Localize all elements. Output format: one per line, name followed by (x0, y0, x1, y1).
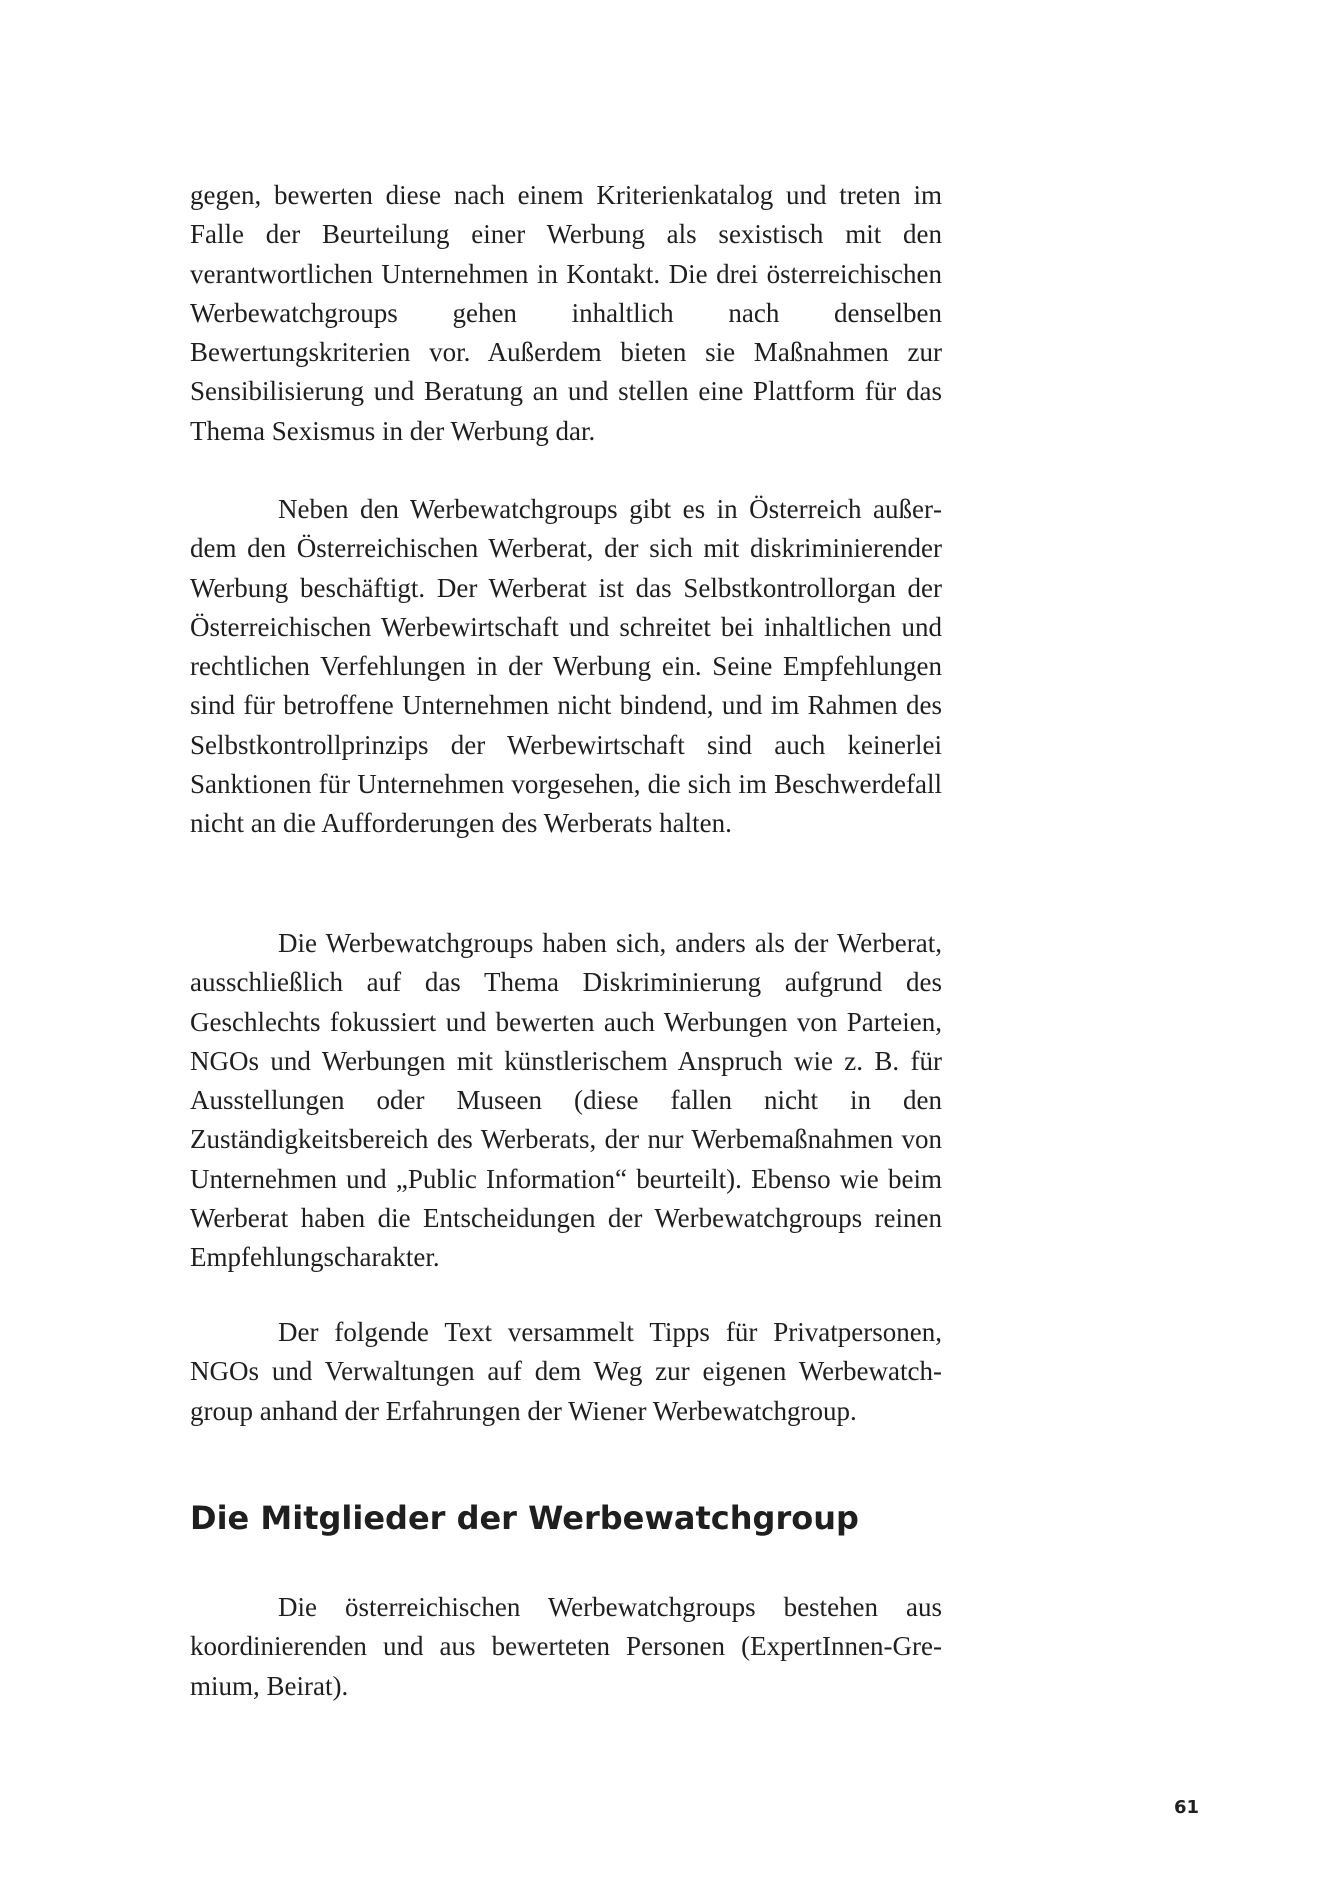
paragraph-3 (190, 924, 942, 1278)
paragraph-5 (190, 1588, 942, 1706)
paragraph-2-text: Neben den Werbewatchgroups gibt es in Österreich außerdem den Österreichischen Werberat, der sich mit diskriminierender Werbung beschäftigt. Der Werberat ist das Selbstkontrollorgan der Österreichischen Werbewirtschaft und schreitet bei inhaltlichen und rechtlichen Verfehlungen in der Werbung ein. Seine Empfehlungen sind für betroffene Unternehmen nicht bindend, und im Rahmen des Selbstkontrollprinzips der Werbewirtschaft sind auch keinerlei Sanktionen für Unternehmen vorgesehen, die sich im Beschwerdefall nicht an die Aufforderungen des Werberats halten. (190, 494, 942, 839)
paragraph-4 (190, 1313, 942, 1431)
paragraph-3-text: Die Werbewatchgroups haben sich, anders als der Werberat, ausschließlich auf das Thema Diskriminierung aufgrund des Geschlechts fokussiert und bewerten auch Werbungen von Parteien, NGOs und Werbungen mit künstlerischem Anspruch wie z. B. für Ausstellungen oder Museen (diese fallen nicht in den Zuständigkeitsbereich des Werberats, der nur Werbemaßnahmen von Unternehmen und „Public Information“ beurteilt). Ebenso wie beim Werberat haben die Entscheidungen der Werbewatchgroups reinen Empfehlungscharakter. (190, 928, 942, 1273)
paragraph-1-text: gegen, bewerten diese nach einem Kriterienkatalog und treten im Falle der Beurteilung einer Werbung als sexistisch mit den verantwortlichen Unternehmen in Kontakt. Die drei österreichischen Werbewatchgroups gehen inhaltlich nach denselben Bewertungskriterien vor. Außerdem bieten sie Maßnahmen zur Sensibilisierung und Beratung an und stellen eine Plattform für das Thema Sexismus in der Werbung dar. (190, 180, 942, 446)
page-number: 61 (1173, 1797, 1199, 1818)
paragraph-2 (190, 490, 942, 844)
section-heading: Die Mitglieder der Werbewatchgroup (190, 1499, 859, 1537)
paragraph-4-text: Der folgende Text versammelt Tipps für Privatpersonen, NGOs und Verwaltungen auf dem Weg zur eigenen Werbewatchgroup anhand der Erfahrungen der Wiener Werbewatchgroup. (190, 1317, 942, 1426)
paragraph-1 (190, 176, 942, 451)
paragraph-5-text: Die österreichischen Werbewatchgroups bestehen aus koordinierenden und aus bewerteten Personen (ExpertInnen-Gremium, Beirat). (190, 1592, 942, 1701)
